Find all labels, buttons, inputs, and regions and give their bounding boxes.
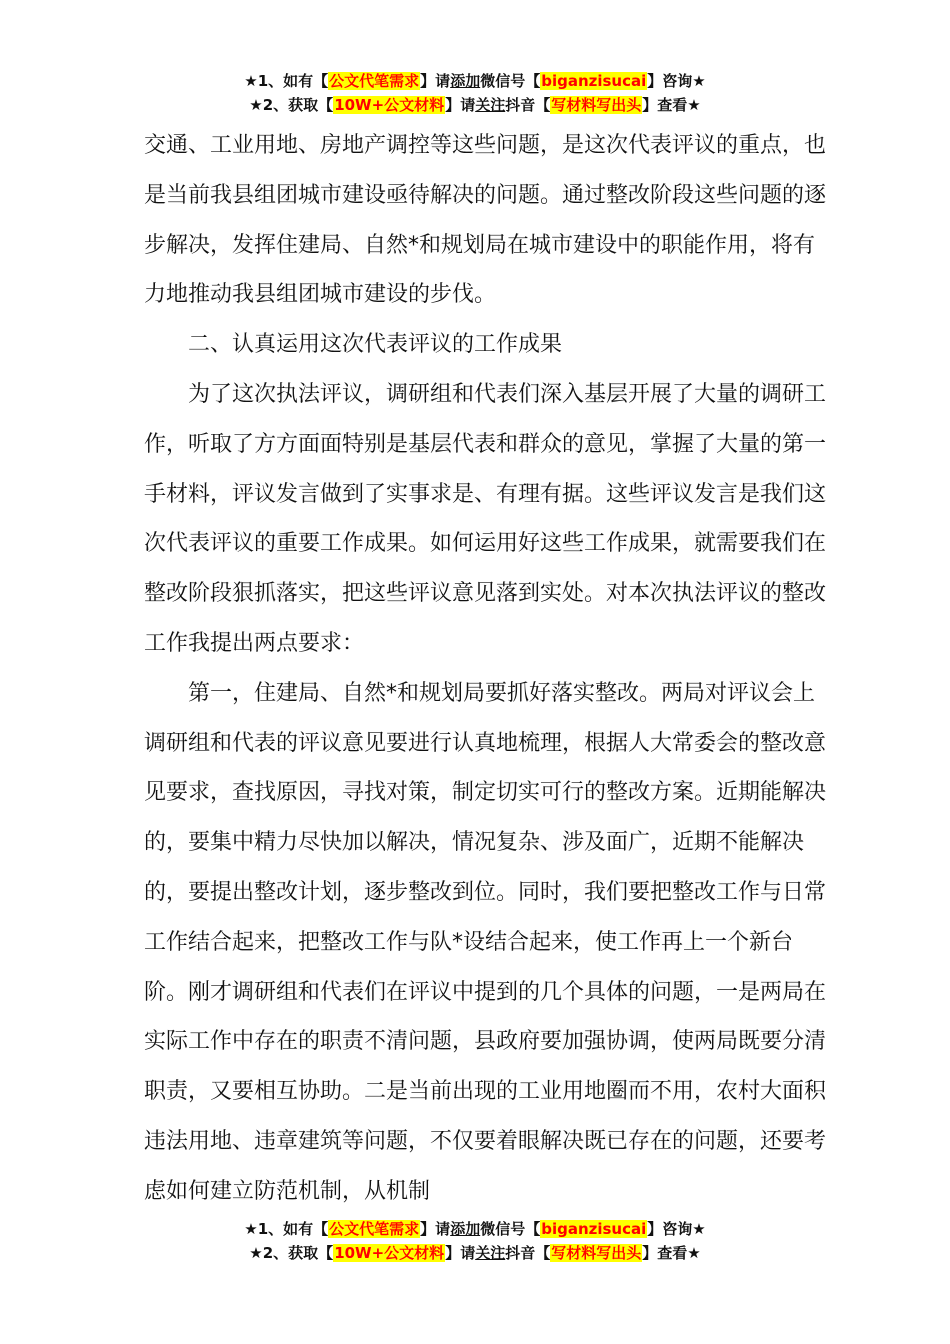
banner-highlight: 写材料写出头 [551, 1244, 642, 1262]
footer-banner [0, 1217, 950, 1265]
header-banner [0, 69, 950, 117]
banner-underline-text: 添加 [450, 72, 481, 90]
banner-text: 】咨询★ [647, 1220, 706, 1238]
banner-text: 】请 [420, 1220, 451, 1238]
document-body [144, 121, 828, 1217]
banner-highlight: 公文代笔需求 [329, 72, 420, 90]
banner-highlight: biganzisucai [541, 1220, 647, 1238]
banner-text: 抖音【 [505, 96, 551, 114]
banner-highlight: 10W+公文材料 [334, 96, 445, 114]
paragraph-continued: 交通、工业用地、房地产调控等这些问题，是这次代表评议的重点，也是当前我县组团城市建设亟待解决的问题。通过整改阶段这些问题的逐步解决，发挥住建局、自然*和规划局在城市建设中的职能作用，将有力地推动我县组团城市建设的步伐。 [144, 133, 827, 308]
banner-highlight: biganzisucai [541, 72, 647, 90]
banner-underline-text: 添加 [450, 1220, 481, 1238]
paragraph: 第一，住建局、自然*和规划局要抓好落实整改。两局对评议会上调研组和代表的评议意见要进行认真地梳理，根据人大常委会的整改意见要求，查找原因，寻找对策，制定切实可行的整改方案。近期能解决的，要集中精力尽快加以解决，情况复杂、涉及面广，近期不能解决的，要提出整改计划，逐步整改到位。同时，我们要把整改工作与日常工作结合起来，把整改工作与队*设结合起来，使工作再上一个新台阶。刚才调研组和代表们在评议中提到的几个具体的问题，一是两局在实际工作中存在的职责不清问题，县政府要加强协调，使两局既要分清职责，又要相互协助。二是当前出现的工业用地圈而不用，农村大面积违法用地、违章建筑等问题，不仅要着眼解决既已存在的问题，还要考虑如何建立防范机制，从机制 [144, 680, 827, 1204]
banner-line-1 [0, 69, 950, 93]
banner-text: 微信号【 [480, 72, 541, 90]
banner-text: 】查看★ [642, 96, 701, 114]
banner-highlight: 公文代笔需求 [329, 1220, 420, 1238]
banner-text: 微信号【 [480, 1220, 541, 1238]
banner-underline-text: 关注 [475, 1244, 506, 1262]
banner-text: ★2、获取【 [249, 96, 334, 114]
banner-text: 】请 [420, 72, 451, 90]
banner-underline-text: 关注 [475, 96, 506, 114]
banner-highlight: 写材料写出头 [551, 96, 642, 114]
banner-text: ★1、如有【 [244, 72, 329, 90]
section-heading: 二、认真运用这次代表评议的工作成果 [188, 332, 563, 358]
banner-text: 】请 [445, 96, 476, 114]
banner-text: 】请 [445, 1244, 476, 1262]
banner-line-1 [0, 1217, 950, 1241]
banner-highlight: 10W+公文材料 [334, 1244, 445, 1262]
banner-text: 】咨询★ [647, 72, 706, 90]
banner-text: 抖音【 [505, 1244, 551, 1262]
banner-text: 】查看★ [642, 1244, 701, 1262]
banner-text: ★1、如有【 [244, 1220, 329, 1238]
banner-line-2 [0, 93, 950, 117]
paragraph: 为了这次执法评议，调研组和代表们深入基层开展了大量的调研工作，听取了方方面面特别是基层代表和群众的意见，掌握了大量的第一手材料，评议发言做到了实事求是、有理有据。这些评议发言是我们这次代表评议的重要工作成果。如何运用好这些工作成果，就需要我们在整改阶段狠抓落实，把这些评议意见落到实处。对本次执法评议的整改工作我提出两点要求： [144, 381, 827, 656]
banner-text: ★2、获取【 [249, 1244, 334, 1262]
banner-line-2 [0, 1241, 950, 1265]
